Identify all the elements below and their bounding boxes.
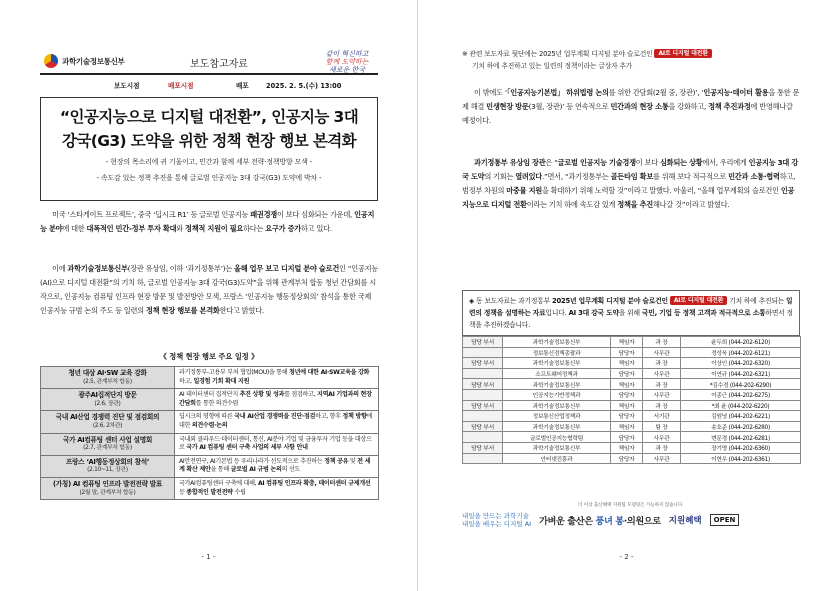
schedule-title: 《 정책 현장 행보 주요 일정 》	[159, 352, 259, 361]
body-paragraph-3: 이 밖에도 ‘「인공지능기본법」 하위법령 논의를 위한 간담회(2월 중, 장관)’, ‘인공지능·데이터 활용을 통한 문제 해결 민생현장 방문(3월, 장관)’ 등 연속적으로 민간과의 현장 소통을 강화하고, 정책 추진과정에 반영해나갈 예정이다.	[462, 88, 800, 125]
footer-slogan: 내일을 만드는 과학기술 내일을 배우는 디지털 AI	[462, 512, 532, 528]
footer-campaign-text: 가벼운 출산은 풍녀 봉·의원으로	[539, 516, 661, 527]
date-value: 2025. 2. 5.(수) 13:00	[266, 82, 342, 90]
campaign-footer	[462, 503, 800, 532]
contact-row: 담당 부서 과학기술정보통신부 책임자 과 장 장기영 (044-202-6360)	[463, 442, 801, 453]
schedule-row	[41, 367, 379, 389]
date-label: 배포	[236, 82, 249, 90]
page-1	[0, 0, 417, 591]
contact-row: 정보통신정책총괄과 담당자 사무관 정성욱 (044-202-6121)	[463, 347, 801, 358]
headline-line-2: 강국(G3) 도약을 위한 정책 현장 행보 본격화	[61, 132, 357, 150]
schedule-desc: 과기정통부-고용부 부처 협업(MOU)을 통해 청년에 대한 AI·SW교육을 강화하고, 일경험 기회 확대 지원	[175, 367, 379, 389]
schedule-event: 국내 AI산업 경쟁력 진단 및 점검회의 (2.6, 2차관)	[41, 411, 175, 433]
schedule-row	[41, 477, 379, 499]
headline-line-1: “인공지능으로 디지털 대전환”, 인공지능 3대	[59, 108, 359, 126]
schedule-row	[41, 433, 379, 455]
schedule-event: 프랑스 ‘AI행동정상회의 참석’ (2.10~11, 장관)	[41, 455, 175, 477]
schedule-desc: AI 데이터센터 집적단지 추진 상황 및 성과를 점검하고, 지역AI 기업과의 현장간담회를 통한 의견수렴	[175, 389, 379, 411]
release-meta	[40, 80, 378, 91]
footer-fineprint: 더 이상 출산혜택 지원팀 모델링은 가능하지 않습니다	[578, 503, 683, 508]
slogan-line-1: 같이 혁신하고	[325, 50, 369, 58]
contact-row: 글로벌인공지능협력팀 담당자 사무관 변문경 (044-202-6281)	[463, 432, 801, 443]
schedule-event: (가칭) AI 컴퓨팅 인프라 발전전략 발표 (2월 말, 관계부처 합동)	[41, 477, 175, 499]
schedule-desc: 국가AI컴퓨팅센터 구축에 대해, AI 컴퓨팅 인프라 확충, 데이터센터 규제개선 등 종합적인 발전전략 수립	[175, 477, 379, 499]
body-paragraph-2: 이에 과학기술정보통신부(장관 유상임, 이하 ‘과기정통부’)는 올해 업무 보고 디지털 분야 슬로건인 “인공지능(AI)으로 디지털 대전환”의 기치 하, 글로벌 인공지능 3대 강국(G3)도약”을 위해 관계부처 합동 청년 간담회를 시작으로, 인공지능 컴퓨팅 인프라 현장 방문 및 발전방안 모색, 프랑스 ‘인공지능 행동정상회의’ 참석을 통한 국제 인공지능 규범 논의 주도 등 일련의 정책 현장 행보를 본격화한다고 밝혔다.	[40, 264, 378, 315]
doc-type: 보도참고자료	[190, 59, 248, 70]
slogan-badge: AI로 디지털 대전환	[654, 49, 711, 58]
government-slogan	[316, 50, 378, 74]
subheadline-1: - 현장의 목소리에 귀 기울이고, 민간과 함께 세부 전략·정책방향 모색 -	[105, 158, 313, 166]
subheadline-2: - 속도감 있는 정책 추진을 통해 글로벌 인공지능 3대 강국(G3) 도약에 박차 -	[96, 174, 322, 182]
contact-table	[462, 336, 801, 464]
open-license-logo: OPEN	[710, 514, 740, 526]
footer-benefit-logo: 지원혜택	[668, 516, 702, 526]
body-paragraph-1: 미국 ‘스타게이트 프로젝트’, 중국 ‘딥시크 R1’ 등 글로벌 인공지능 패권경쟁이 보다 심화되는 가운데, 인공지능 분야에 대한 대폭적인 민간-정부 투자 확대와 정책적 지원이 필요하다는 요구가 증가하고 있다.	[40, 210, 375, 233]
body-paragraph-4: 과기정통부 유상임 장관은 “글로벌 인공지능 기술경쟁이 보다 심화되는 상황에서, 우리에게 인공지능 3대 강국 도약의 기회는 열려있다.”면서, “과기정통부는 골든타임 확보를 위해 보다 적극적으로 민간과 소통·협력하고, 범정부 차원의 마중물 지원을 확대하기 위해 노력할 것”이라고 말했다. 아울러, “올해 업무계획의 슬로건인 인공지능으로 디지털 전환이라는 기치 하에 속도감 있게 정책을 추진해나갈 것”이라고 밝혔다.	[462, 158, 799, 209]
contact-row: 안터넷진흥과 담당자 사무관 이현우 (044-202-6361)	[463, 453, 801, 464]
page-number: - 1 -	[201, 553, 216, 561]
slogan-line-3: 새로운 한국	[328, 66, 366, 74]
contact-row: 소프트웨어정책과 담당자 사무관 이연규 (044-202-6321)	[463, 368, 801, 379]
schedule-desc: AI안전연구, AI기본법 등 우리나라가 선도적으로 추진하는 정책 공유 및 전 세계 확산 제안을 통해 글로벌 AI 규범 논의의 선도	[175, 455, 379, 477]
schedule-row	[41, 389, 379, 411]
schedule-row	[41, 455, 379, 477]
taegeuk-logo-icon	[44, 54, 58, 68]
schedule-event: 광주AI집적단지 방문 (2.6, 장관)	[41, 389, 175, 411]
contact-row: 담당 부서 과학기술정보통신부 책임자 팀 장 송호준 (044-202-6280)	[463, 421, 801, 432]
ministry-logo	[44, 54, 125, 68]
summary-note-box: ◈ 동 보도자료는 과기정통부 2025년 업무계획 디지털 분야 슬로건인 AI로 디지털 대전환 기치 하에 추진되는 일련의 정책을 설명하는 자료입니다. AI 3대 강국 도약을 위해 국민, 기업 등 정책 고객과 적극적으로 소통하면서 정책을 추진하겠습니다.	[462, 290, 800, 336]
schedule-event: 국가 AI컴퓨팅 센터 사업 설명회 (2.7, 관계부처 합동)	[41, 433, 175, 455]
slogan-line-2: 함께 도약하는	[325, 58, 369, 66]
press-header	[40, 46, 378, 75]
contact-row: 담당 부서 과학기술정보통신부 책임자 과 장 윤두희 (044-202-6120)	[463, 337, 801, 348]
schedule-desc: 딥시크의 영향에 따른 국내 AI산업 경쟁력을 진단·점검하고, 향후 정책 방향에 대한 의견수렴·논의	[175, 411, 379, 433]
slogan-badge: AI로 디지털 대전환	[670, 296, 727, 305]
schedule-event: 청년 대상 AI·SW 교육 강화 (2.5, 관계부처 합동)	[41, 367, 175, 389]
page-number: - 2 -	[619, 553, 634, 561]
editor-note: ※ 관련 보도자료 뒷단에는 2025년 업무계획 디지털 분야 슬로건인 AI로 디지털 대전환 기치 하에 추진하고 있는 일련의 정책이라는 글상자 추가	[462, 48, 800, 72]
schedule-desc: 국내외 클라우드·데이터센터, 통신, AI분야 기업 및 금융투자 기업 등을 대상으로 국가 AI 컴퓨팅 센터 구축 사업의 세부 사항 안내	[175, 433, 379, 455]
contact-row: 정보통신산업정책과 담당자 서기관 김원녕 (044-202-6221)	[463, 411, 801, 422]
contact-row: 담당 부서 과학기술정보통신부 책임자 과 장 이상인 (044-202-6320)	[463, 358, 801, 369]
diamond-bullet-icon: ◈	[469, 297, 475, 305]
page-2	[418, 0, 835, 591]
ministry-name: 과학기술정보통신부	[62, 56, 125, 66]
headline-box	[40, 97, 378, 201]
release-label: 보도시점	[114, 82, 140, 90]
contact-row: 인공지능기반정책과 담당자 사무관 이종근 (044-202-6275)	[463, 389, 801, 400]
contact-row: 담당 부서 과학기술정보통신부 책임자 과 장 *최 윤 (044-202-6220)	[463, 400, 801, 411]
schedule-table	[40, 366, 379, 500]
schedule-row	[41, 411, 379, 433]
contact-row: 담당 부서 과학기술정보통신부 책임자 과 장 *김수정 (044-202-6290)	[463, 379, 801, 390]
release-value: 배포시점	[168, 82, 194, 90]
